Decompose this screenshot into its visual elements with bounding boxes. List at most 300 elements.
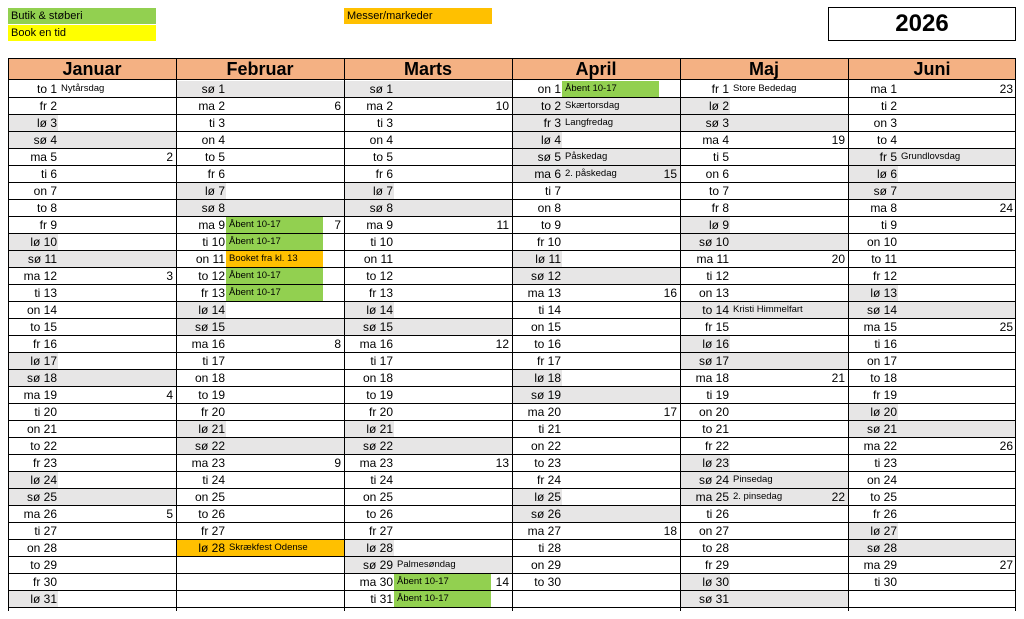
day-cell xyxy=(344,285,512,302)
day-label: fr 22 xyxy=(704,439,729,453)
day-label: on 17 xyxy=(866,354,897,368)
day-cell xyxy=(8,404,176,421)
day-label: fr 12 xyxy=(872,269,897,283)
day-label: ma 6 xyxy=(534,167,561,181)
day-event: Åbent 10-17 xyxy=(562,81,659,97)
day-event: Store Bededag xyxy=(733,83,797,94)
day-label: ti 6 xyxy=(40,167,57,181)
day-cell xyxy=(8,353,176,370)
day-cell xyxy=(344,438,512,455)
day-cell xyxy=(848,251,1016,268)
day-cell xyxy=(680,81,848,98)
day-label: to 12 xyxy=(198,269,225,283)
day-label: to 5 xyxy=(204,150,225,164)
day-cell xyxy=(680,540,848,557)
day-label: fr 8 xyxy=(711,201,729,215)
day-label: ma 9 xyxy=(366,218,393,232)
day-cell xyxy=(344,523,512,540)
day-label: to 29 xyxy=(30,558,57,572)
day-label: fr 3 xyxy=(543,116,561,130)
day-label: ma 16 xyxy=(191,337,225,351)
day-cell xyxy=(848,421,1016,438)
day-cell xyxy=(848,455,1016,472)
day-event: Åbent 10-17 xyxy=(394,574,491,590)
week-number: 27 xyxy=(999,558,1013,572)
day-label: on 20 xyxy=(698,405,729,419)
day-cell xyxy=(8,81,176,98)
day-label: ti 21 xyxy=(538,422,561,436)
day-cell xyxy=(680,268,848,285)
day-label: on 10 xyxy=(866,235,897,249)
day-cell xyxy=(512,557,680,574)
day-label: ti 17 xyxy=(202,354,225,368)
day-cell xyxy=(680,132,848,149)
day-cell xyxy=(848,98,1016,115)
calendar-grid xyxy=(8,58,1016,611)
day-cell xyxy=(512,149,680,166)
day-cell xyxy=(512,455,680,472)
day-cell xyxy=(680,455,848,472)
day-cell xyxy=(344,234,512,251)
day-cell xyxy=(680,574,848,591)
day-label: sø 12 xyxy=(530,269,561,283)
grid-line xyxy=(848,58,849,611)
day-event: Booket fra kl. 13 xyxy=(226,251,323,267)
day-cell xyxy=(344,557,512,574)
grid-line xyxy=(512,58,513,611)
day-cell xyxy=(8,455,176,472)
day-label: sø 31 xyxy=(698,592,729,606)
day-cell xyxy=(344,489,512,506)
day-cell xyxy=(512,421,680,438)
day-cell xyxy=(176,234,344,251)
day-cell xyxy=(176,149,344,166)
empty-cell xyxy=(848,591,1016,608)
month-header: April xyxy=(512,58,680,80)
day-label: on 4 xyxy=(201,133,225,147)
day-cell xyxy=(8,421,176,438)
day-label: sø 29 xyxy=(362,558,393,572)
day-label: sø 8 xyxy=(201,201,225,215)
day-label: sø 14 xyxy=(866,303,897,317)
day-cell xyxy=(680,302,848,319)
day-cell xyxy=(8,234,176,251)
day-cell xyxy=(344,200,512,217)
day-label: fr 9 xyxy=(39,218,57,232)
day-label: ma 8 xyxy=(870,201,897,215)
day-label: ti 23 xyxy=(874,456,897,470)
day-cell xyxy=(344,166,512,183)
day-label: fr 24 xyxy=(536,473,561,487)
week-number: 10 xyxy=(495,99,509,113)
day-label: ma 5 xyxy=(30,150,57,164)
day-label: fr 19 xyxy=(872,388,897,402)
day-cell xyxy=(176,251,344,268)
day-cell xyxy=(680,370,848,387)
day-cell xyxy=(176,506,344,523)
day-event: Palmesøndag xyxy=(397,559,456,570)
day-cell xyxy=(176,353,344,370)
day-label: sø 1 xyxy=(369,82,393,96)
day-label: to 26 xyxy=(198,507,225,521)
day-cell xyxy=(344,268,512,285)
day-label: ti 3 xyxy=(208,116,225,130)
day-label: ti 2 xyxy=(880,99,897,113)
week-number: 20 xyxy=(831,252,845,266)
week-number: 9 xyxy=(334,456,341,470)
day-label: fr 29 xyxy=(704,558,729,572)
day-label: sø 4 xyxy=(33,133,57,147)
day-label: lø 24 xyxy=(30,473,57,487)
day-cell xyxy=(512,438,680,455)
day-cell xyxy=(8,268,176,285)
month-column-juni xyxy=(848,58,1016,611)
day-cell xyxy=(680,319,848,336)
week-number: 19 xyxy=(831,133,845,147)
day-cell xyxy=(680,472,848,489)
day-cell xyxy=(848,438,1016,455)
day-label: sø 18 xyxy=(26,371,57,385)
day-label: on 21 xyxy=(26,422,57,436)
day-cell xyxy=(512,387,680,404)
empty-cell xyxy=(176,574,344,591)
day-label: lø 18 xyxy=(534,371,561,385)
day-label: ma 11 xyxy=(696,252,729,266)
day-label: to 23 xyxy=(534,456,561,470)
day-cell xyxy=(8,506,176,523)
week-number: 15 xyxy=(663,167,677,181)
day-label: sø 26 xyxy=(530,507,561,521)
day-label: ma 9 xyxy=(198,218,225,232)
day-cell xyxy=(8,217,176,234)
day-label: lø 9 xyxy=(708,218,729,232)
day-cell xyxy=(512,234,680,251)
day-cell xyxy=(680,387,848,404)
day-cell xyxy=(8,472,176,489)
day-label: lø 6 xyxy=(876,167,897,181)
day-label: fr 27 xyxy=(200,524,225,538)
day-label: lø 11 xyxy=(535,252,561,266)
day-label: ma 27 xyxy=(527,524,561,538)
day-event: Nytårsdag xyxy=(61,83,105,94)
day-label: lø 21 xyxy=(198,422,225,436)
month-column-februar xyxy=(176,58,344,611)
day-cell xyxy=(512,574,680,591)
day-cell xyxy=(512,302,680,319)
day-cell xyxy=(848,234,1016,251)
day-label: fr 15 xyxy=(704,320,729,334)
day-cell xyxy=(848,540,1016,557)
day-label: to 14 xyxy=(702,303,729,317)
day-label: fr 17 xyxy=(536,354,561,368)
day-label: to 19 xyxy=(366,388,393,402)
day-label: ma 13 xyxy=(527,286,561,300)
day-label: sø 25 xyxy=(26,490,57,504)
grid-line xyxy=(344,58,345,611)
day-cell xyxy=(848,523,1016,540)
day-cell xyxy=(512,404,680,421)
day-label: lø 14 xyxy=(198,303,225,317)
day-label: fr 20 xyxy=(200,405,225,419)
day-cell xyxy=(848,574,1016,591)
day-cell xyxy=(512,217,680,234)
day-label: to 21 xyxy=(702,422,729,436)
grid-line xyxy=(680,58,681,611)
day-event: Åbent 10-17 xyxy=(226,234,323,250)
day-label: ma 29 xyxy=(863,558,897,572)
day-label: ti 14 xyxy=(538,303,561,317)
day-cell xyxy=(344,591,512,608)
day-cell xyxy=(176,455,344,472)
day-cell xyxy=(176,200,344,217)
day-label: to 4 xyxy=(876,133,897,147)
day-event: Grundlovsdag xyxy=(901,151,961,162)
week-number: 26 xyxy=(999,439,1013,453)
day-cell xyxy=(176,132,344,149)
day-cell xyxy=(176,285,344,302)
day-cell xyxy=(8,251,176,268)
day-label: to 2 xyxy=(540,99,561,113)
day-label: fr 20 xyxy=(368,405,393,419)
day-event: 2. pinsedag xyxy=(733,491,783,502)
day-cell xyxy=(512,183,680,200)
day-label: ti 5 xyxy=(712,150,729,164)
day-cell xyxy=(176,472,344,489)
day-cell xyxy=(512,285,680,302)
week-number: 7 xyxy=(334,218,341,232)
day-label: to 19 xyxy=(198,388,225,402)
week-number: 25 xyxy=(999,320,1013,334)
day-label: sø 17 xyxy=(698,354,729,368)
day-cell xyxy=(176,540,344,557)
day-cell xyxy=(512,268,680,285)
day-label: ti 19 xyxy=(706,388,729,402)
day-cell xyxy=(344,183,512,200)
day-cell xyxy=(512,166,680,183)
day-cell xyxy=(344,370,512,387)
day-cell xyxy=(512,319,680,336)
day-event: Åbent 10-17 xyxy=(226,285,323,301)
day-label: ma 4 xyxy=(702,133,729,147)
grid-line xyxy=(176,58,177,611)
day-cell xyxy=(176,81,344,98)
day-label: to 7 xyxy=(708,184,729,198)
day-label: fr 23 xyxy=(32,456,57,470)
day-cell xyxy=(512,336,680,353)
day-cell xyxy=(848,336,1016,353)
day-cell xyxy=(8,183,176,200)
day-cell xyxy=(176,438,344,455)
legend-butik: Butik & støberi xyxy=(8,8,156,24)
day-cell xyxy=(344,336,512,353)
day-cell xyxy=(680,166,848,183)
day-label: fr 2 xyxy=(39,99,57,113)
day-cell xyxy=(176,217,344,234)
day-label: lø 7 xyxy=(372,184,393,198)
day-cell xyxy=(512,353,680,370)
day-cell xyxy=(8,591,176,608)
day-label: to 18 xyxy=(870,371,897,385)
day-cell xyxy=(680,149,848,166)
day-cell xyxy=(512,115,680,132)
week-number: 6 xyxy=(334,99,341,113)
day-label: on 8 xyxy=(537,201,561,215)
day-label: on 27 xyxy=(698,524,729,538)
day-label: lø 10 xyxy=(30,235,57,249)
day-label: lø 4 xyxy=(540,133,561,147)
day-cell xyxy=(848,319,1016,336)
day-label: sø 11 xyxy=(27,252,57,266)
day-cell xyxy=(680,438,848,455)
day-label: sø 15 xyxy=(194,320,225,334)
week-number: 18 xyxy=(663,524,677,538)
day-cell xyxy=(344,149,512,166)
day-label: to 15 xyxy=(30,320,57,334)
day-label: on 18 xyxy=(194,371,225,385)
day-cell xyxy=(848,506,1016,523)
day-label: ti 24 xyxy=(370,473,393,487)
day-cell xyxy=(680,183,848,200)
day-label: ma 25 xyxy=(695,490,729,504)
week-number: 13 xyxy=(495,456,509,470)
day-label: on 13 xyxy=(698,286,729,300)
day-label: lø 28 xyxy=(366,541,393,555)
day-label: on 15 xyxy=(530,320,561,334)
day-label: ti 31 xyxy=(370,592,393,606)
day-cell xyxy=(176,404,344,421)
day-label: sø 1 xyxy=(201,82,225,96)
day-cell xyxy=(680,404,848,421)
day-cell xyxy=(680,421,848,438)
day-cell xyxy=(680,506,848,523)
day-cell xyxy=(344,353,512,370)
day-cell xyxy=(848,115,1016,132)
day-cell xyxy=(512,472,680,489)
day-cell xyxy=(848,472,1016,489)
day-cell xyxy=(848,370,1016,387)
empty-cell xyxy=(176,591,344,608)
day-cell xyxy=(512,506,680,523)
day-label: on 18 xyxy=(362,371,393,385)
week-number: 21 xyxy=(831,371,845,385)
day-label: lø 21 xyxy=(366,422,393,436)
day-cell xyxy=(344,404,512,421)
day-label: on 25 xyxy=(362,490,393,504)
day-cell xyxy=(848,183,1016,200)
week-number: 2 xyxy=(166,150,173,164)
day-cell xyxy=(344,217,512,234)
day-label: ma 16 xyxy=(359,337,393,351)
day-label: ti 30 xyxy=(874,575,897,589)
day-cell xyxy=(176,166,344,183)
day-label: on 29 xyxy=(530,558,561,572)
day-label: to 12 xyxy=(366,269,393,283)
day-cell xyxy=(8,540,176,557)
day-label: to 8 xyxy=(36,201,57,215)
day-label: ti 9 xyxy=(880,218,897,232)
day-cell xyxy=(8,489,176,506)
year-title: 2026 xyxy=(828,7,1016,41)
week-number: 4 xyxy=(166,388,173,402)
day-label: sø 15 xyxy=(362,320,393,334)
day-label: ti 10 xyxy=(202,235,225,249)
day-label: sø 22 xyxy=(194,439,225,453)
day-label: fr 10 xyxy=(536,235,561,249)
day-cell xyxy=(680,336,848,353)
day-label: to 26 xyxy=(366,507,393,521)
day-cell xyxy=(848,302,1016,319)
day-label: fr 16 xyxy=(32,337,57,351)
day-label: lø 17 xyxy=(30,354,57,368)
month-header: Juni xyxy=(848,58,1016,80)
day-label: lø 25 xyxy=(534,490,561,504)
day-label: on 11 xyxy=(195,252,225,266)
day-cell xyxy=(8,523,176,540)
week-number: 11 xyxy=(496,218,509,232)
day-cell xyxy=(344,251,512,268)
day-label: ma 20 xyxy=(527,405,561,419)
day-label: to 25 xyxy=(870,490,897,504)
day-label: ma 2 xyxy=(366,99,393,113)
day-label: lø 30 xyxy=(702,575,729,589)
day-event: Skærtorsdag xyxy=(565,100,620,111)
day-label: ma 18 xyxy=(695,371,729,385)
week-number: 24 xyxy=(999,201,1013,215)
day-label: to 5 xyxy=(372,150,393,164)
day-event: Påskedag xyxy=(565,151,608,162)
day-cell xyxy=(512,132,680,149)
day-label: sø 5 xyxy=(537,150,561,164)
day-cell xyxy=(344,506,512,523)
grid-line xyxy=(8,58,9,611)
day-cell xyxy=(176,421,344,438)
legend-book: Book en tid xyxy=(8,25,156,41)
day-label: fr 30 xyxy=(32,575,57,589)
week-number: 14 xyxy=(495,575,509,589)
day-cell xyxy=(848,285,1016,302)
day-label: on 22 xyxy=(530,439,561,453)
week-number: 5 xyxy=(166,507,173,521)
day-cell xyxy=(680,251,848,268)
day-label: sø 10 xyxy=(698,235,729,249)
month-column-marts xyxy=(344,58,512,611)
day-label: to 1 xyxy=(36,82,57,96)
day-cell xyxy=(680,523,848,540)
day-label: ti 26 xyxy=(706,507,729,521)
day-cell xyxy=(848,217,1016,234)
day-label: on 7 xyxy=(33,184,57,198)
day-label: on 4 xyxy=(369,133,393,147)
day-cell xyxy=(176,336,344,353)
day-cell xyxy=(8,302,176,319)
day-event: Åbent 10-17 xyxy=(226,268,323,284)
week-number: 8 xyxy=(334,337,341,351)
day-cell xyxy=(848,149,1016,166)
day-label: ti 7 xyxy=(544,184,561,198)
day-cell xyxy=(848,200,1016,217)
day-cell xyxy=(680,285,848,302)
day-label: to 22 xyxy=(30,439,57,453)
day-cell xyxy=(8,115,176,132)
day-label: fr 27 xyxy=(368,524,393,538)
day-cell xyxy=(680,217,848,234)
day-cell xyxy=(8,132,176,149)
day-label: lø 23 xyxy=(702,456,729,470)
day-cell xyxy=(344,302,512,319)
day-cell xyxy=(344,132,512,149)
day-cell xyxy=(848,387,1016,404)
day-label: lø 16 xyxy=(702,337,729,351)
